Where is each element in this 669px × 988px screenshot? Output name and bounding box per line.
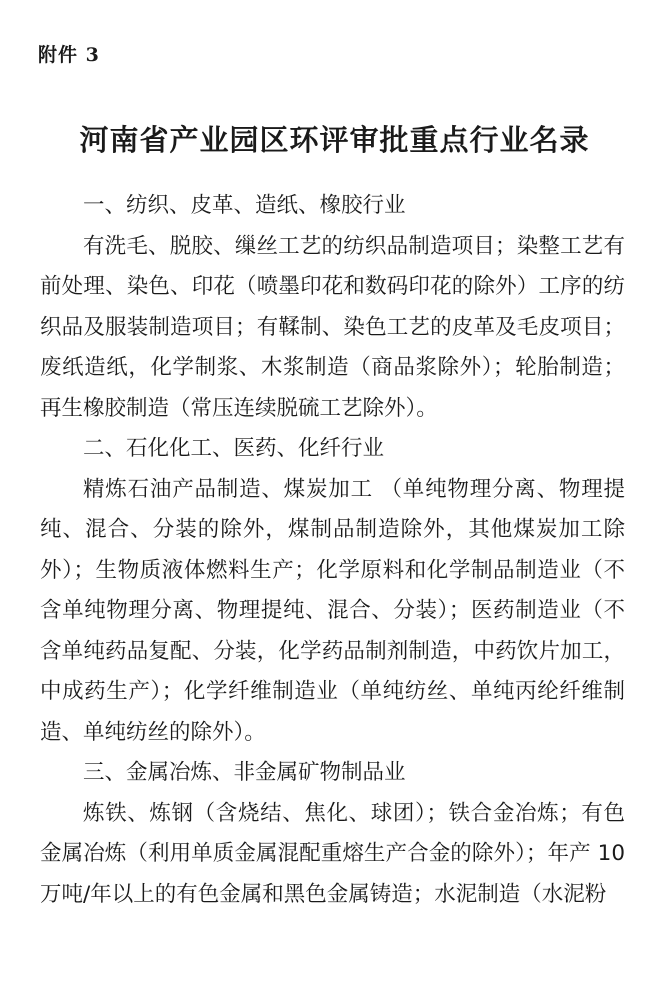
attachment-label: 附件 3 <box>38 44 100 66</box>
section-content-2: 精炼石油产品制造、煤炭加工 （单纯物理分离、物理提纯、混合、分装的除外，煤制品制造除外，其他煤炭加工除外）；生物质液体燃料生产；化学原料和化学制品制造业（不含单纯物理分离、物理提纯、混合、分装）；医药制造业（不含单纯药品复配、分装，化学药品制剂制造，中药饮片加工，中成药生产）；化学纤维制造业（单纯纺丝、单纯丙纶纤维制造、单纯纺丝的除外）。 <box>40 476 625 745</box>
section-heading-1: 一、纺织、皮革、造纸、橡胶行业 <box>83 193 406 218</box>
document-body <box>40 186 625 915</box>
section-heading-2: 二、石化化工、医药、化纤行业 <box>83 436 385 461</box>
section-content-3: 炼铁、炼钢（含烧结、焦化、球团）；铁合金冶炼；有色金属冶炼（利用单质金属混配重熔生产合金的除外）；年产 10 万吨/年以上的有色金属和黑色金属铸造；水泥制造（水泥粉 <box>40 800 625 907</box>
document-title: 河南省产业园区环评审批重点行业名录 <box>79 123 590 157</box>
section-heading-3: 三、金属冶炼、非金属矿物制品业 <box>83 760 406 785</box>
section-content-1: 有洗毛、脱胶、缫丝工艺的纺织品制造项目；染整工艺有前处理、染色、印花（喷墨印花和数码印花的除外）工序的纺织品及服装制造项目；有鞣制、染色工艺的皮革及毛皮项目；废纸造纸，化学制浆、木浆制造（商品浆除外）；轮胎制造；再生橡胶制造（常压连续脱硫工艺除外）。 <box>40 233 625 421</box>
